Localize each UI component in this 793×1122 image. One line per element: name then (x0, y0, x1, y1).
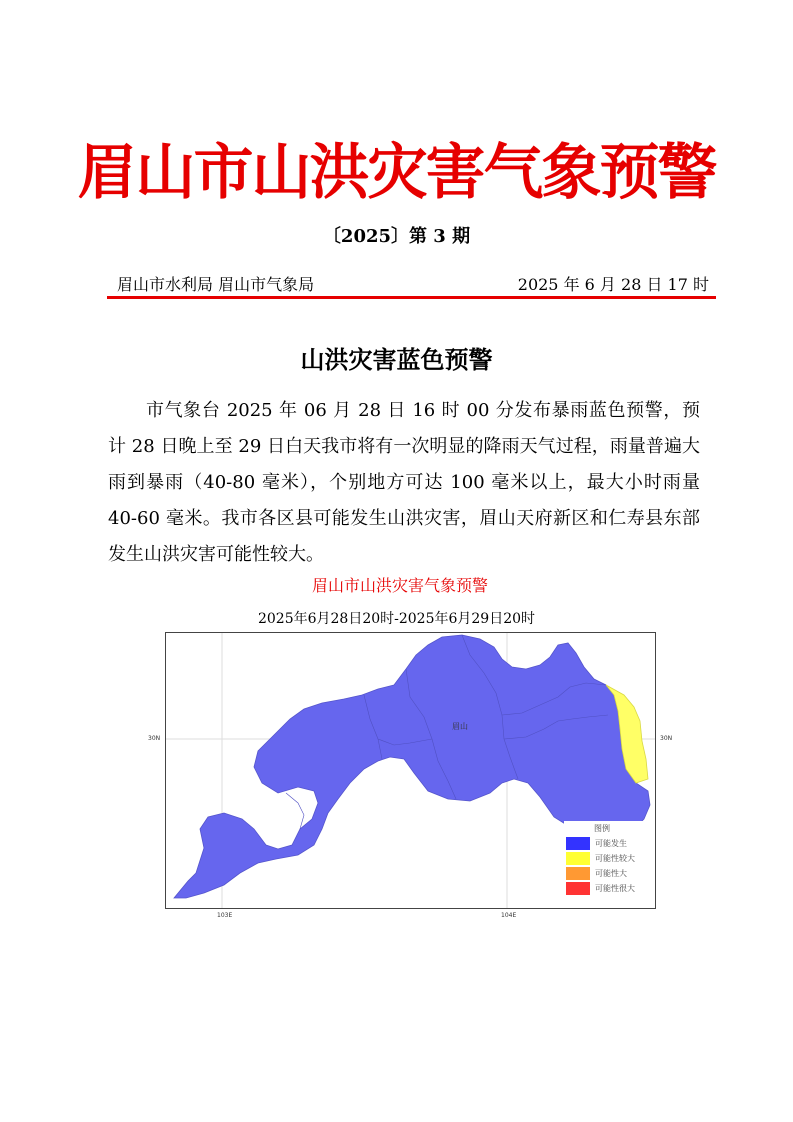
lon-label-right: 104E (501, 912, 517, 919)
legend-swatch-red (566, 882, 590, 895)
masthead-title: 眉山市山洪灾害气象预警 (77, 138, 716, 208)
lat-label-left: 30N (148, 735, 161, 742)
legend-swatch-blue (566, 837, 590, 850)
city-label-meishan: 眉山 (452, 722, 468, 731)
subject-title: 山洪灾害蓝色预警 (300, 345, 493, 374)
legend-label: 可能发生 (595, 839, 627, 848)
red-rule (107, 296, 716, 299)
legend-item-very-high (564, 882, 646, 896)
map-legend (564, 821, 646, 899)
legend-label: 可能性很大 (595, 884, 635, 893)
legend-item-likely (564, 852, 646, 866)
legend-label: 可能性较大 (595, 854, 635, 863)
legend-item-high (564, 867, 646, 881)
lon-label-left: 103E (217, 912, 233, 919)
legend-item-possible (564, 837, 646, 851)
lat-label-right: 30N (660, 735, 673, 742)
body-paragraph: 市气象台 2025 年 06 月 28 日 16 时 00 分发布暴雨蓝色预警，预计 28 日晚上至 29 日白天我市将有一次明显的降雨天气过程，雨量普遍大雨到暴雨（40-80 毫米），个别地方可达 100 毫米以上，最大小时雨量 40-60 毫米。我市各区县可能发生山洪灾害，眉山天府新区和仁寿县东部发生山洪灾害可能性较大。 (108, 400, 700, 565)
map-title: 眉山市山洪灾害气象预警 (311, 576, 488, 595)
legend-swatch-orange (566, 867, 590, 880)
issue-number: 〔2025〕第 3 期 (322, 226, 471, 247)
issue-date: 2025 年 6 月 28 日 17 时 (517, 275, 709, 294)
legend-label: 可能性大 (595, 869, 627, 878)
issuer: 眉山市水利局 眉山市气象局 (117, 275, 315, 294)
map-period: 2025年6月28日20时-2025年6月29日20时 (257, 611, 536, 627)
legend-title: 图例 (594, 824, 610, 833)
legend-swatch-yellow (566, 852, 590, 865)
